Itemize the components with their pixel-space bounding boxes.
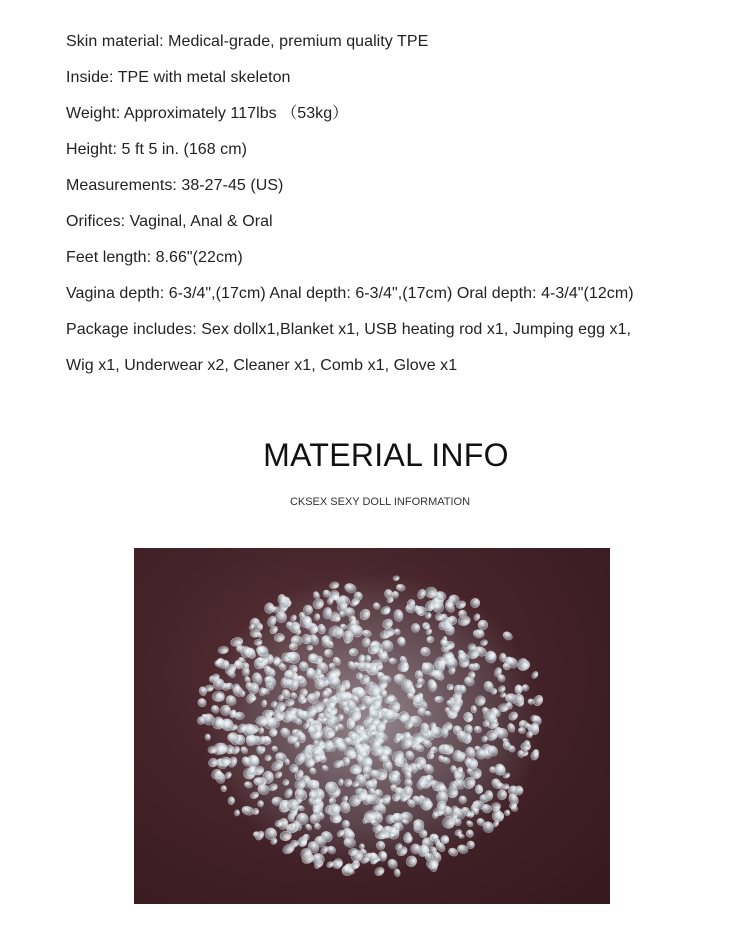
pellet	[286, 799, 298, 811]
spec-package-line-2: Wig x1, Underwear x2, Cleaner x1, Comb x1, Glove x1	[66, 357, 458, 374]
pellet	[228, 796, 235, 805]
pellet	[428, 681, 437, 692]
pellet	[470, 598, 480, 608]
pellet	[329, 797, 336, 804]
pellet	[205, 734, 211, 741]
pellet	[308, 725, 318, 734]
spec-height: Height: 5 ft 5 in. (168 cm)	[66, 141, 247, 158]
pellet	[295, 709, 303, 720]
spec-feet-length: Feet length: 8.66"(22cm)	[66, 249, 243, 266]
pellet	[349, 648, 358, 656]
pellet	[228, 732, 239, 742]
pellet	[431, 727, 442, 738]
pellet	[349, 732, 356, 738]
pellet	[431, 780, 439, 787]
pellet	[257, 800, 264, 807]
pellet	[296, 730, 302, 735]
pellet	[307, 645, 314, 651]
spec-measurements: Measurements: 38-27-45 (US)	[66, 177, 284, 194]
pellet	[234, 712, 244, 720]
pellet	[448, 711, 453, 718]
pellet	[328, 701, 335, 708]
pellet	[369, 788, 376, 796]
pellet	[273, 710, 284, 721]
pellet	[220, 705, 231, 716]
spec-skin-material: Skin material: Medical-grade, premium quality TPE	[66, 33, 429, 50]
pellet	[315, 669, 322, 677]
pellet	[369, 730, 376, 736]
pellet	[528, 698, 535, 704]
pellet	[258, 727, 264, 734]
spec-package-line-1: Package includes: Sex dollx1,Blanket x1, USB heating rod x1, Jumping egg x1,	[66, 321, 632, 338]
pellet	[467, 841, 475, 849]
pellet	[484, 790, 493, 801]
pellet	[338, 779, 344, 786]
pellet	[515, 685, 522, 694]
pellet	[324, 649, 332, 657]
pellet	[416, 683, 423, 688]
pellet	[330, 804, 341, 815]
spec-weight: Weight: Approximately 117lbs （53kg）	[66, 105, 349, 122]
pellet	[447, 684, 454, 690]
material-info-title: MATERIAL INFO	[263, 437, 509, 473]
tpe-pellets-image	[134, 548, 610, 904]
pellet	[384, 628, 394, 637]
material-photo	[134, 548, 610, 904]
pellet	[470, 768, 482, 779]
pellet	[375, 830, 387, 839]
pellet	[342, 820, 350, 828]
pellet	[504, 810, 510, 816]
pellet	[411, 623, 420, 633]
spec-depths: Vagina depth: 6-3/4",(17cm) Anal depth: 6-3/4",(17cm) Oral depth: 4-3/4"(12cm)	[66, 285, 634, 302]
spec-inside: Inside: TPE with metal skeleton	[66, 69, 291, 86]
spec-orifices: Orifices: Vaginal, Anal & Oral	[66, 213, 273, 230]
pellet	[471, 705, 477, 713]
pellet	[405, 771, 412, 780]
pellet	[226, 682, 233, 689]
pellet	[326, 708, 331, 715]
pellet	[427, 636, 434, 642]
pellet	[435, 696, 444, 702]
pellet	[208, 746, 217, 754]
spec-list	[66, 24, 736, 384]
pellet	[314, 613, 320, 620]
pellet	[221, 785, 227, 791]
material-info-subtitle: CKSEX SEXY DOLL INFORMATION	[289, 496, 471, 508]
pellet	[351, 862, 359, 869]
pellet	[254, 777, 265, 785]
